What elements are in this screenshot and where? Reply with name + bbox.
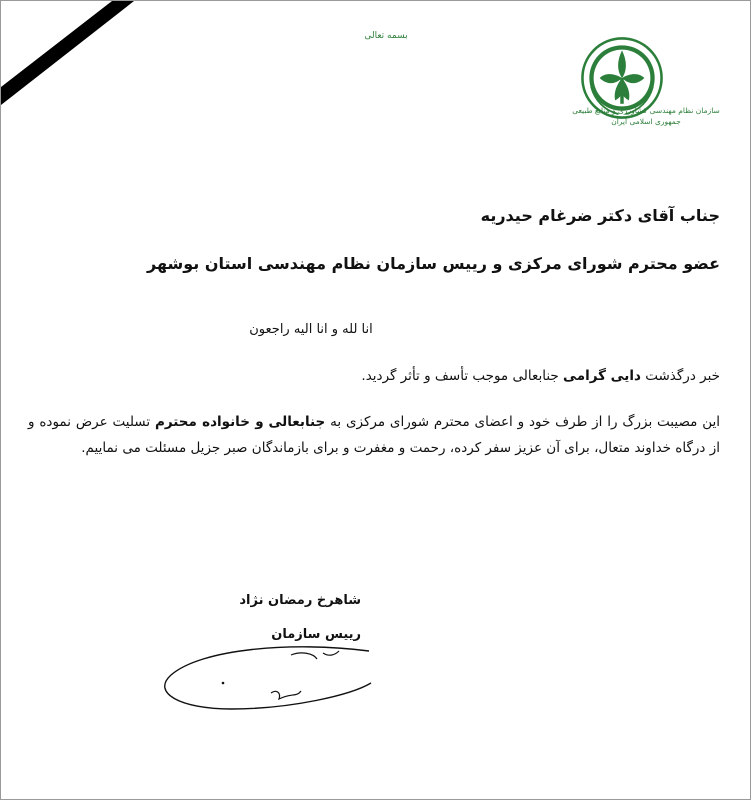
addressee-name: جناب آقای دکتر ضرغام حیدریه [480,206,720,225]
signer-name: شاهرخ رمضان نژاد [239,593,361,608]
condolence-text-pre: این مصیبت بزرگ را از طرف خود و اعضای محترم شورای مرکزی به [325,414,721,430]
news-text-bold: دایی گرامی [563,368,641,384]
condolence-text-post: تسلیت عرض نموده و از درگاه خداوند متعال، برای آن عزیز سفر کرده، رحمت و مغفرت و برای بازماندگان صبر جزیل مسئلت می نماییم. [28,414,720,456]
organization-name [546,105,746,127]
news-text-pre: خبر درگذشت [640,368,720,384]
addressee-title: عضو محترم شورای مرکزی و رییس سازمان نظام مهندسی استان بوشهر [146,254,720,273]
quran-verse: انا لله و انا الیه راجعون [249,322,373,337]
condolence-paragraph [28,409,720,461]
organization-name-line2: جمهوری اسلامی ایران [611,117,681,126]
condolence-text-bold-2: و خانواده محترم [154,414,264,430]
condolence-text-bold-1: جنابعالی [268,414,326,430]
news-text-post: جنابعالی موجب تأسف و تأثر گردید. [361,368,564,384]
news-paragraph [20,363,720,389]
organization-name-line1: سازمان نظام مهندسی کشاورزی و منابع طبیعی [572,106,720,115]
handwritten-signature [141,631,401,741]
signer-role: رییس سازمان [271,627,361,642]
invocation-text: بسمه تعالی [364,31,408,41]
mourning-ribbon [1,1,141,111]
